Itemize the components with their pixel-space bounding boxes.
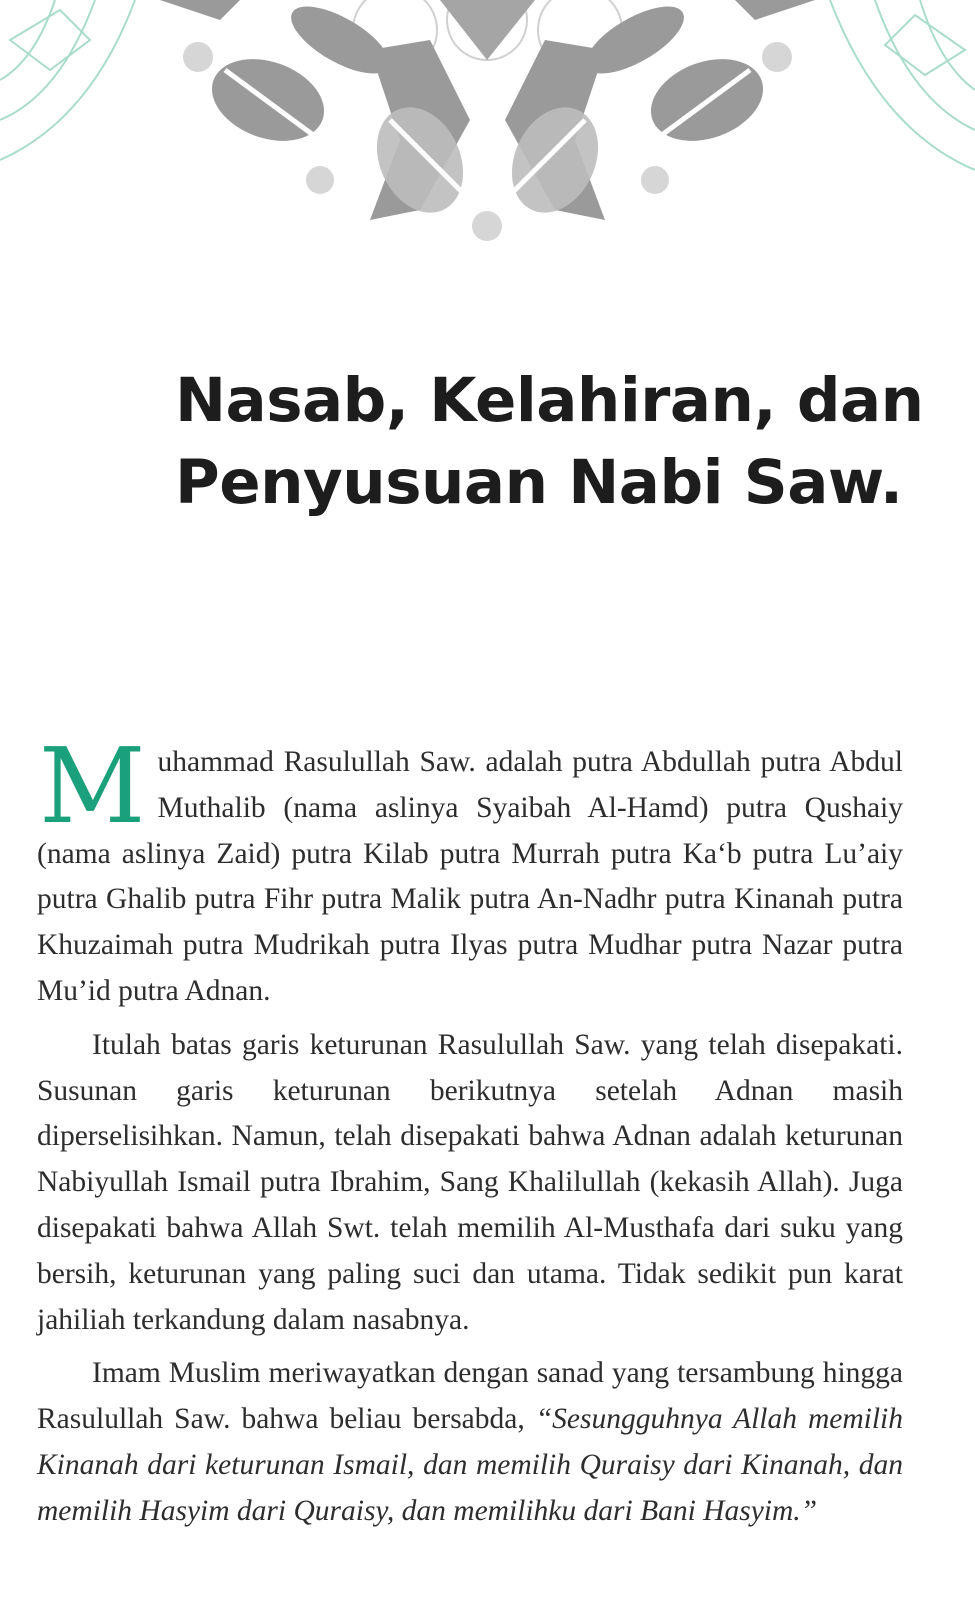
paragraph-3-text: Imam Muslim meriwayatkan dengan sanad yang tersambung hingga Rasulullah Saw. bahwa beliau bersabda, [37, 1357, 903, 1436]
hadith-quote: “Sesungguhnya Allah memilih Kinanah dari keturunan Ismail, dan memilih Quraisy dari Kinanah, dan memilih Hasyim dari Quraisy, dan memilihku dari Bani Hasyim.” [37, 1403, 903, 1527]
header-ornament [0, 0, 975, 260]
chapter-title-line-2: Penyusuan Nabi Saw. [175, 447, 903, 518]
paragraph-1-text: uhammad Rasulullah Saw. adalah putra Abdullah putra Abdul Muthalib (nama aslinya Syaibah Al-Hamd) putra Qushaiy (nama aslinya Zaid) putra Kilab putra Murrah putra Ka‘b putra Lu’aiy putra Ghalib putra Fihr putra Malik putra An-Nadhr putra Kinanah putra Khuzaimah putra Mudrikah putra Ilyas putra Mudhar putra Nazar putra Mu’id putra Adnan. [37, 746, 903, 1007]
chapter-title-line-1: Nasab, Kelahiran, dan [175, 365, 924, 436]
chapter-body [37, 725, 903, 1543]
paragraph-1 [37, 725, 903, 1015]
drop-cap: M [39, 725, 146, 847]
chapter-title [175, 360, 924, 524]
floral-mandala-ornament-icon [0, 0, 975, 260]
paragraph-2: Itulah batas garis keturunan Rasulullah Saw. yang telah disepakati. Susunan garis keturunan berikutnya setelah Adnan masih diperselisihkan. Namun, telah disepakati bahwa Adnan adalah keturunan Nabiyullah Ismail putra Ibrahim, Sang Khalilullah (kekasih Allah). Juga disepakati bahwa Allah Swt. telah memilih Al-Musthafa dari suku yang bersih, keturunan yang paling suci dan utama. Tidak sedikit pun karat jahiliah terkandung dalam nasabnya. [37, 1028, 903, 1336]
paragraph-3 [37, 1351, 903, 1534]
